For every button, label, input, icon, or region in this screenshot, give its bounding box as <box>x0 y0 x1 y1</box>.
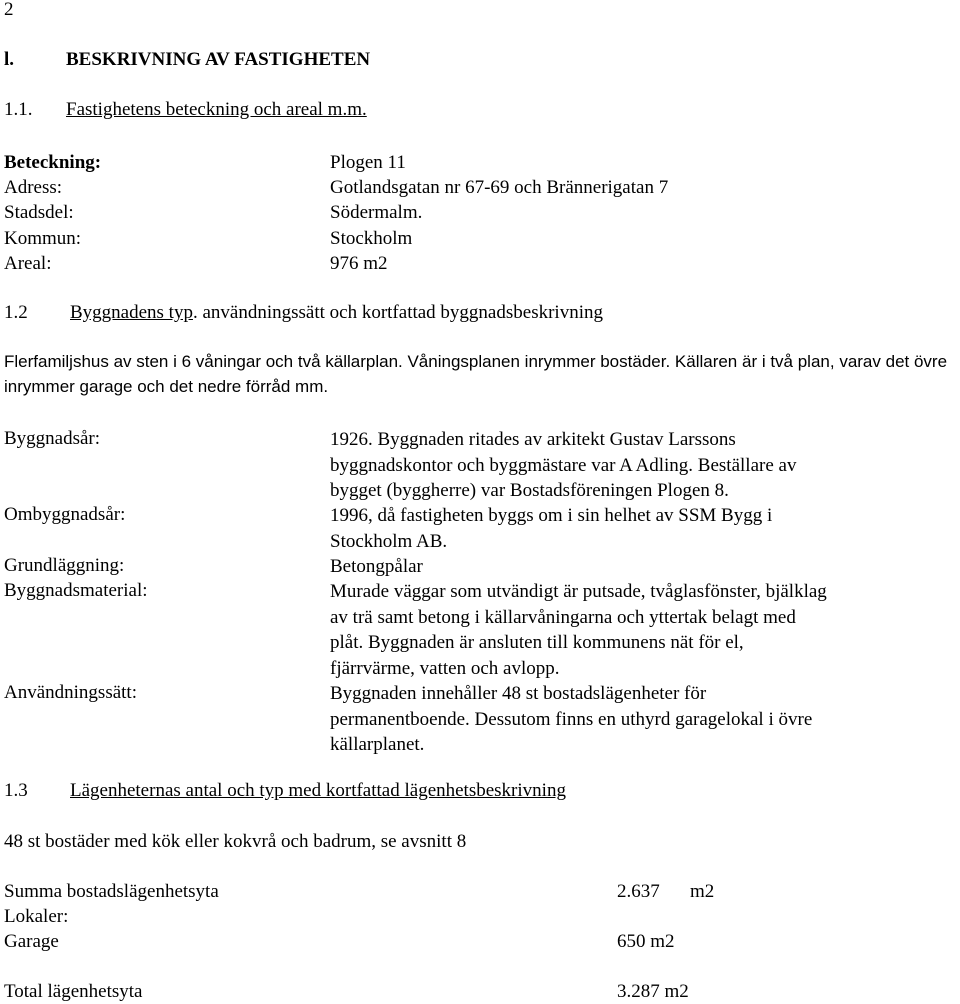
label-grundlaggning: Grundläggning: <box>4 555 125 576</box>
label-areal: Areal: <box>4 253 52 274</box>
value-garage: 650 m2 <box>617 931 675 952</box>
value-summa-bostadslagenhetsyta: 2.637 <box>617 881 660 902</box>
value-beteckning: Plogen 11 <box>330 152 406 173</box>
label-byggnadsmaterial: Byggnadsmaterial: <box>4 580 148 601</box>
value-grundlaggning: Betongpålar <box>330 556 423 577</box>
label-garage: Garage <box>4 931 59 952</box>
page-number: 2 <box>4 0 14 20</box>
label-stadsdel: Stadsdel: <box>4 202 74 223</box>
label-kommun: Kommun: <box>4 228 82 249</box>
section-1-1-number: 1.1. <box>4 99 33 120</box>
section-1-2-title-rest: . användningssätt och kortfattad byggnadsbeskrivning <box>192 302 603 323</box>
value-total-lagenhetsyta: 3.287 m2 <box>617 981 689 1002</box>
section-1-3-number: 1.3 <box>4 780 28 801</box>
value-kommun: Stockholm <box>330 228 413 249</box>
unit-summa-bostadslagenhetsyta: m2 <box>690 881 715 902</box>
section-1-2-title-underlined: Byggnadens typ <box>70 302 193 323</box>
label-ombyggnadsar: Ombyggnadsår: <box>4 504 126 525</box>
label-total-lagenhetsyta: Total lägenhetsyta <box>4 981 143 1002</box>
apartments-summary: 48 st bostäder med kök eller kokvrå och badrum, se avsnitt 8 <box>4 831 467 852</box>
label-lokaler: Lokaler: <box>4 906 69 927</box>
value-adress: Gotlandsgatan nr 67-69 och Brännerigatan 7 <box>330 177 669 198</box>
section-1-2-title <box>70 301 603 325</box>
label-summa-bostadslagenhetsyta: Summa bostadslägenhetsyta <box>4 881 219 902</box>
value-byggnadsmaterial: Murade väggar som utvändigt är putsade, tvåglasfönster, bjälklag av trä samt betong i källarvåningarna och yttertak belagt med plåt. Byggnaden är ansluten till kommunens nät för el, fjärrvärme, vatten och avlopp. <box>330 581 827 679</box>
value-byggnadsar: 1926. Byggnaden ritades av arkitekt Gustav Larssons byggnadskontor och byggmästare var A Adling. Beställare av bygget (byggherre) var Bostadsföreningen Plogen 8. <box>330 429 797 501</box>
section-1-1-title: Fastighetens beteckning och areal m.m. <box>66 99 367 120</box>
label-adress: Adress: <box>4 177 63 198</box>
value-stadsdel: Södermalm. <box>330 202 423 223</box>
section-1-title: BESKRIVNING AV FASTIGHETEN <box>66 49 371 70</box>
label-beteckning: Beteckning: <box>4 152 102 173</box>
section-1-3-title: Lägenheternas antal och typ med kortfattad lägenhetsbeskrivning <box>70 780 566 801</box>
value-ombyggnadsar: 1996, då fastigheten byggs om i sin helhet av SSM Bygg i Stockholm AB. <box>330 505 773 552</box>
value-anvandningssatt: Byggnaden innehåller 48 st bostadslägenheter för permanentboende. Dessutom finns en uthyrd garagelokal i övre källarplanet. <box>330 683 813 755</box>
building-description: Flerfamiljshus av sten i 6 våningar och två källarplan. Våningsplanen inrymmer bostäder. Källaren är i två plan, varav det övre inrymmer garage och det nedre förråd mm. <box>4 352 948 396</box>
section-1-2-number: 1.2 <box>4 302 28 323</box>
label-anvandningssatt: Användningssätt: <box>4 682 137 703</box>
label-byggnadsar: Byggnadsår: <box>4 428 101 449</box>
section-1-number: l. <box>4 49 15 70</box>
value-areal: 976 m2 <box>330 253 388 274</box>
